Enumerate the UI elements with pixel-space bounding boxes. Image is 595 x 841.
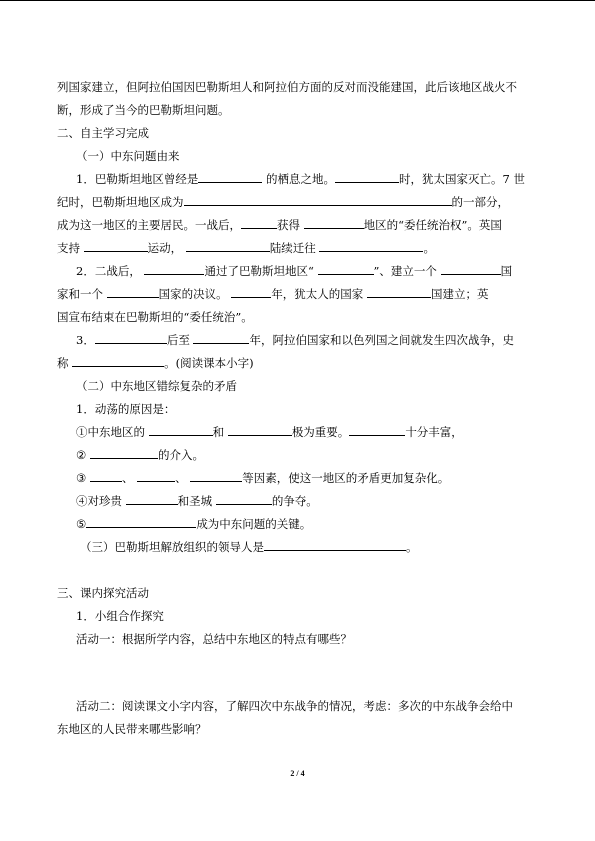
question-line: 成为这一地区的主要居民。一战后， 获得 地区的“委任统治权”。英国 <box>57 218 502 232</box>
question-line: 1．动荡的原因是： <box>76 402 176 416</box>
answer-blank[interactable] <box>198 171 262 183</box>
question-line: 3． 后至 年，阿拉伯国家和以色列国之间就发生四次战争，史 <box>76 333 514 347</box>
subsection-heading: （二）中东地区错综复杂的矛盾 <box>76 379 237 393</box>
answer-blank[interactable] <box>216 493 272 505</box>
answer-blank[interactable] <box>184 194 452 206</box>
question-line: 家和一个 国家的决议。 年，犹太人的国家 国建立；英 <box>57 287 489 301</box>
paragraph-line: 断，形成了当今的巴勒斯坦问题。 <box>57 103 230 117</box>
answer-blank[interactable] <box>107 286 159 298</box>
subsection-heading: 1．小组合作探究 <box>76 609 164 623</box>
answer-blank[interactable] <box>335 171 399 183</box>
question-line: ⑤ 成为中东问题的关键。 <box>76 517 312 531</box>
answer-blank[interactable] <box>149 424 213 436</box>
question-line: 支持 运动， 陆续迁往 。 <box>57 241 435 255</box>
answer-blank[interactable] <box>241 217 277 229</box>
activity-prompt: 活动一：根据所学内容，总结中东地区的特点有哪些？ <box>76 632 352 646</box>
answer-blank[interactable] <box>349 424 405 436</box>
subsection-heading: （一）中东问题由来 <box>76 149 180 163</box>
answer-blank[interactable] <box>228 424 292 436</box>
answer-blank[interactable] <box>367 286 431 298</box>
answer-blank[interactable] <box>126 493 178 505</box>
answer-blank[interactable] <box>95 332 167 344</box>
activity-prompt: 活动二：阅读课文小字内容，了解四次中东战争的情况，考虑：多次的中东战争会给中 <box>76 699 513 713</box>
answer-blank[interactable] <box>137 470 175 482</box>
paragraph-line: 列国家建立，但阿拉伯国因巴勒斯坦人和阿拉伯方面的反对而没能建国，此后该地区战火不 <box>57 80 517 94</box>
question-line: （三）巴勒斯坦解放组织的领导人是 。 <box>80 540 418 554</box>
question-line: 1．巴勒斯坦地区曾经是 的栖息之地。 时，犹太国家灭亡。7 世 <box>76 172 525 186</box>
page-number: 2 / 4 <box>290 769 305 778</box>
answer-blank[interactable] <box>72 355 164 367</box>
answer-blank[interactable] <box>264 539 406 551</box>
question-line: ①中东地区的 和 极为重要。 十分丰富， <box>76 425 463 439</box>
question-line: ② 的介入。 <box>76 448 204 462</box>
answer-blank[interactable] <box>319 240 423 252</box>
top-rule <box>0 0 595 1</box>
answer-blank[interactable] <box>86 516 196 528</box>
question-line: ④对珍贵 和圣城 的争夺。 <box>76 494 318 508</box>
answer-blank[interactable] <box>90 470 122 482</box>
answer-blank[interactable] <box>231 286 271 298</box>
paragraph-line: 国宣布结束在巴勒斯坦的“委任统治”。 <box>57 310 253 324</box>
answer-blank[interactable] <box>304 217 364 229</box>
answer-blank[interactable] <box>318 263 374 275</box>
question-line: ③ 、 、 等因素，使这一地区的矛盾更加复杂化。 <box>76 471 450 485</box>
section-heading: 三、课内探究活动 <box>57 586 149 600</box>
activity-prompt: 东地区的人民带来哪些影响？ <box>57 722 207 736</box>
question-line: 纪时，巴勒斯坦地区成为 的一部分， <box>57 195 509 209</box>
answer-blank[interactable] <box>441 263 501 275</box>
answer-blank[interactable] <box>190 470 242 482</box>
question-line: 2．二战后， 通过了巴勒斯坦地区“ ”、建立一个 国 <box>76 264 513 278</box>
answer-blank[interactable] <box>193 332 249 344</box>
answer-blank[interactable] <box>90 447 158 459</box>
answer-blank[interactable] <box>144 263 204 275</box>
answer-blank[interactable] <box>84 240 148 252</box>
section-heading: 二、自主学习完成 <box>57 126 149 140</box>
answer-blank[interactable] <box>186 240 270 252</box>
question-line: 称 。(阅读课本小字) <box>57 356 254 370</box>
